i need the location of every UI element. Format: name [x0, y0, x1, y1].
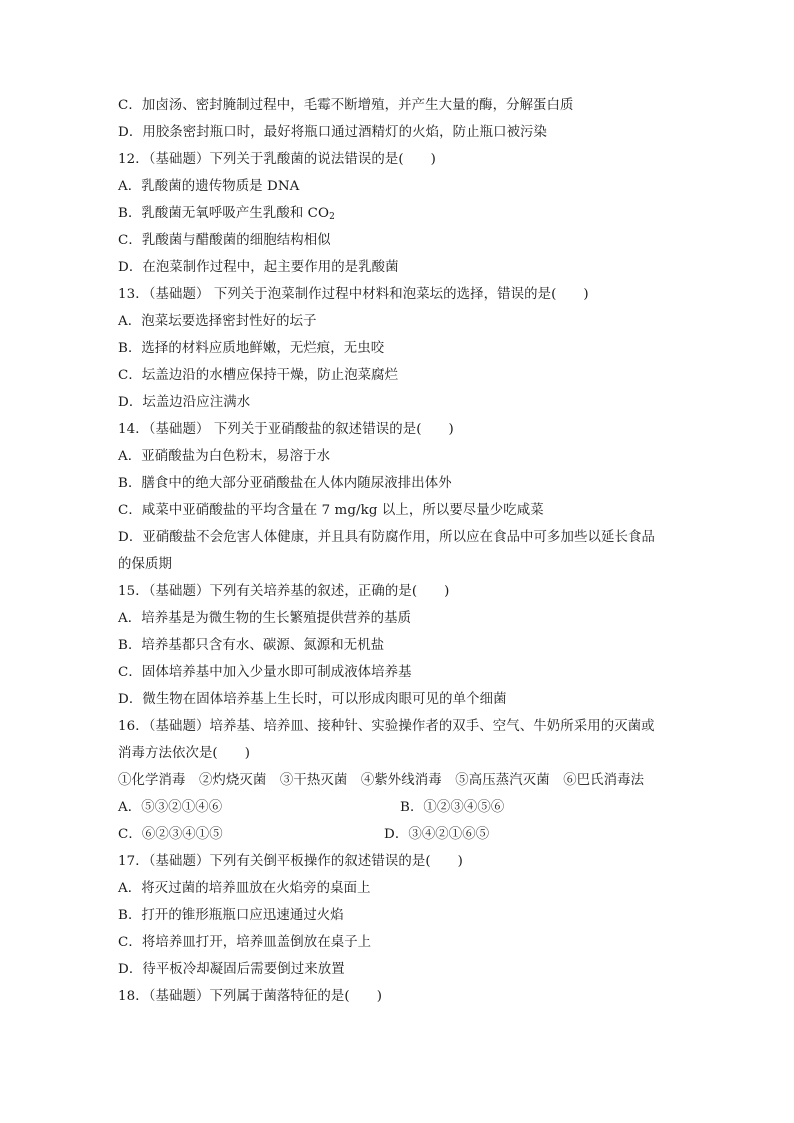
option-13b: B．选择的材料应质地鲜嫩，无烂痕，无虫咬 [118, 341, 385, 356]
option-14a: A．亚硝酸盐为白色粉末，易溶于水 [118, 449, 331, 464]
option-11d: D．用胶条密封瓶口时，最好将瓶口通过酒精灯的火焰，防止瓶口被污染 [118, 125, 548, 140]
subscript-2: 2 [329, 212, 335, 222]
option-16b: B．①②③④⑤⑥ [400, 800, 505, 815]
option-15b: B．培养基都只含有水、碳源、氮源和无机盐 [118, 638, 385, 653]
option-15a: A．培养基是为微生物的生长繁殖提供营养的基质 [118, 611, 412, 626]
option-15d: D．微生物在固体培养基上生长时，可以形成肉眼可见的单个细菌 [118, 692, 507, 707]
option-17c: C．将培养皿打开，培养皿盖倒放在桌子上 [118, 935, 372, 950]
question-12: 12．（基础题）下列关于乳酸菌的说法错误的是( ) [118, 152, 436, 167]
option-13a: A．泡菜坛要选择密封性好的坛子 [118, 314, 317, 329]
question-16-continued: 消毒方法依次是( ) [118, 746, 251, 761]
option-16a: A．⑤③②①④⑥ [118, 800, 223, 815]
option-12b-text: B．乳酸菌无氧呼吸产生乳酸和 CO [118, 206, 330, 221]
option-14b: B．膳食中的绝大部分亚硝酸盐在人体内随尿液排出体外 [118, 476, 452, 491]
option-12b [118, 205, 688, 223]
option-15c: C．固体培养基中加入少量水即可制成液体培养基 [118, 665, 412, 680]
option-14c: C．咸菜中亚硝酸盐的平均含量在 7 mg/kg 以上，所以要尽量少吃咸菜 [118, 503, 544, 518]
question-16: 16．（基础题）培养基、培养皿、接种针、实验操作者的双手、空气、牛奶所采用的灭菌或 [118, 719, 655, 734]
option-11c: C．加卤汤、密封腌制过程中，毛霉不断增殖，并产生大量的酶，分解蛋白质 [118, 98, 574, 113]
option-13d: D．坛盖边沿应注满水 [118, 395, 251, 410]
option-12a: A．乳酸菌的遗传物质是 DNA [118, 179, 300, 194]
option-16d: D．③④②①⑥⑤ [384, 827, 490, 842]
question-13: 13．（基础题） 下列关于泡菜制作过程中材料和泡菜坛的选择，错误的是( ) [118, 287, 589, 302]
method-list: ①化学消毒 ②灼烧灭菌 ③干热灭菌 ④紫外线消毒 ⑤高压蒸汽灭菌 ⑥巴氏消毒法 [118, 773, 645, 788]
option-14d-continued: 的保质期 [118, 557, 172, 572]
option-12c: C．乳酸菌与醋酸菌的细胞结构相似 [118, 233, 331, 248]
question-18: 18．（基础题）下列属于菌落特征的是( ) [118, 989, 383, 1004]
option-17d: D．待平板冷却凝固后需要倒过来放置 [118, 962, 345, 977]
option-17b: B．打开的锥形瓶瓶口应迅速通过火焰 [118, 908, 344, 923]
question-17: 17．（基础题）下列有关倒平板操作的叙述错误的是( ) [118, 854, 463, 869]
option-16c: C．⑥②③④①⑤ [118, 827, 223, 842]
question-15: 15．（基础题）下列有关培养基的叙述，正确的是( ) [118, 584, 450, 599]
option-17a: A．将灭过菌的培养皿放在火焰旁的桌面上 [118, 881, 371, 896]
option-12d: D．在泡菜制作过程中，起主要作用的是乳酸菌 [118, 260, 399, 275]
option-14d: D．亚硝酸盐不会危害人体健康，并且具有防腐作用，所以应在食品中可多加些以延长食品 [118, 530, 655, 545]
question-14: 14．（基础题） 下列关于亚硝酸盐的叙述错误的是( ) [118, 422, 454, 437]
option-13c: C．坛盖边沿的水槽应保持干燥，防止泡菜腐烂 [118, 368, 399, 383]
